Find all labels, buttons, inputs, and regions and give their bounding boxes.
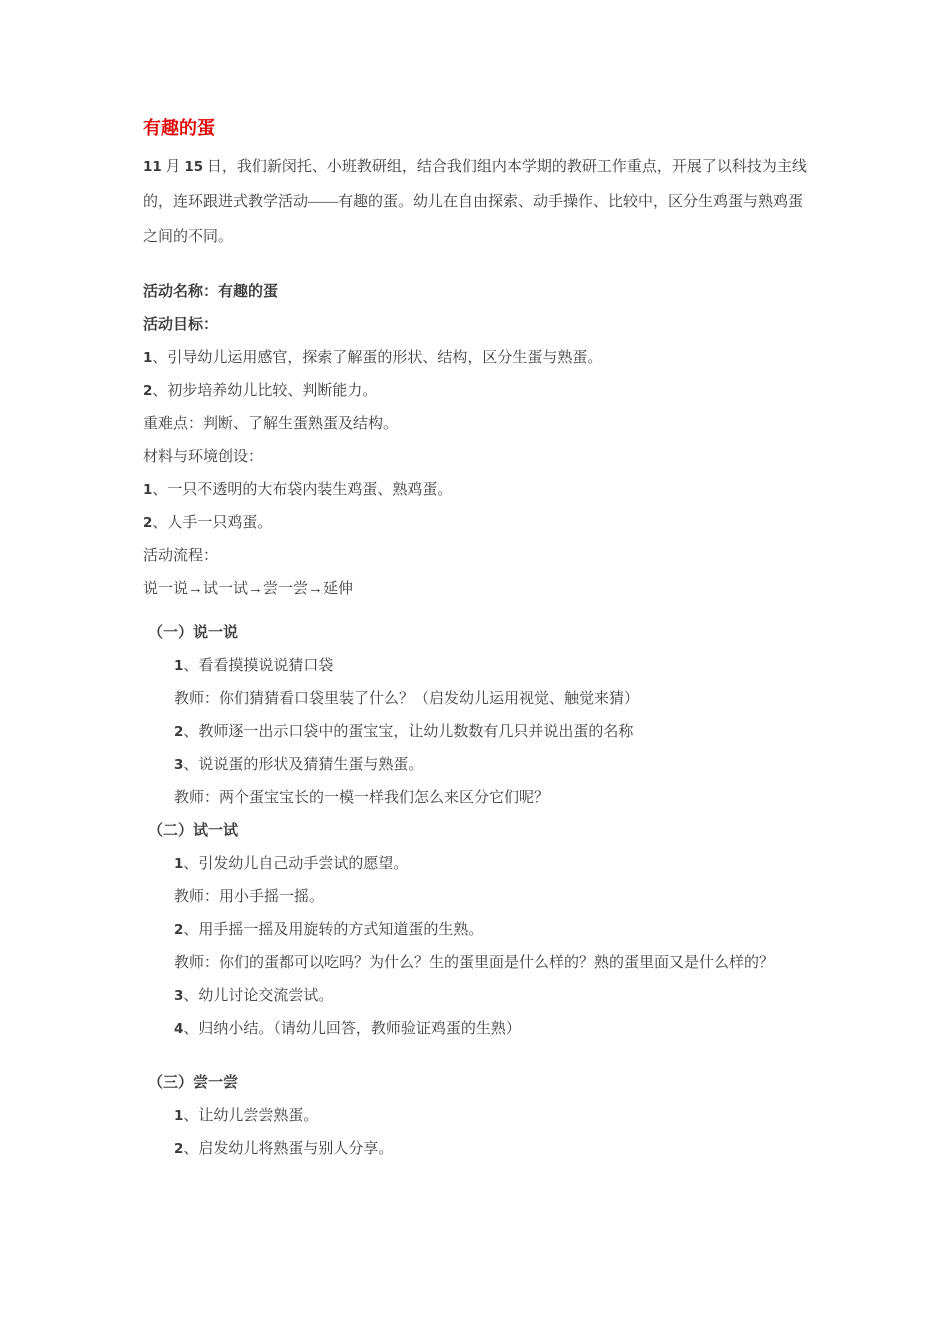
section-chang-yi-chang	[143, 1073, 807, 1159]
section-1-line-2: 教师：你们猜猜看口袋里装了什么？（启发幼儿运用视觉、触觉来猜）	[174, 691, 640, 707]
activity-name-line: 活动名称：有趣的蛋	[143, 284, 279, 300]
goal-item-1: 1、引导幼儿运用感官，探索了解蛋的形状、结构，区分生蛋与熟蛋。	[143, 350, 603, 366]
section-3-line-1: 1、让幼儿尝尝熟蛋。	[174, 1108, 319, 1124]
intro-paragraph: 11 月 15 日，我们新闵托、小班教研组，结合我们组内本学期的教研工作重点，开展了以科技为主线的，连环跟进式教学活动——有趣的蛋。幼儿在自由探索、动手操作、比较中，区分生鸡蛋与熟鸡蛋之间的不同。	[143, 159, 807, 245]
section-3-heading: （三）尝一尝	[148, 1075, 239, 1091]
key-points-line: 重难点：判断、了解生蛋熟蛋及结构。	[143, 416, 399, 432]
materials-label: 材料与环境创设：	[143, 449, 264, 465]
section-2-line-5: 3、幼儿讨论交流尝试。	[174, 988, 334, 1004]
material-item-2: 2、人手一只鸡蛋。	[143, 515, 273, 531]
section-2-line-2: 教师：用小手摇一摇。	[174, 889, 325, 905]
section-2-line-1: 1、引发幼儿自己动手尝试的愿望。	[174, 856, 409, 872]
section-2-heading: （二）试一试	[148, 823, 239, 839]
section-2-line-6: 4、归纳小结。（请幼儿回答，教师验证鸡蛋的生熟）	[174, 1021, 521, 1037]
section-2-line-3: 2、用手摇一摇及用旋转的方式知道蛋的生熟。	[174, 922, 484, 938]
doc-title: 有趣的蛋	[143, 118, 215, 138]
material-item-1: 1、一只不透明的大布袋内装生鸡蛋、熟鸡蛋。	[143, 482, 453, 498]
meta-block	[143, 282, 807, 599]
section-shuo-yi-shuo	[143, 623, 807, 808]
section-1-line-1: 1、看看摸摸说说猜口袋	[174, 658, 334, 674]
section-1-line-3: 2、教师逐一出示口袋中的蛋宝宝，让幼儿数数有几只并说出蛋的名称	[174, 724, 634, 740]
goals-label: 活动目标：	[143, 317, 219, 333]
flow-label: 活动流程：	[143, 548, 219, 564]
section-3-line-2: 2、启发幼儿将熟蛋与别人分享。	[174, 1141, 394, 1157]
goal-item-2: 2、初步培养幼儿比较、判断能力。	[143, 383, 378, 399]
flow-sequence: 说一说→试一试→尝一尝→延伸	[143, 581, 354, 597]
section-1-line-4: 3、说说蛋的形状及猜猜生蛋与熟蛋。	[174, 757, 424, 773]
section-1-heading: （一）说一说	[148, 625, 239, 641]
section-2-line-4: 教师：你们的蛋都可以吃吗？为什么？生的蛋里面是什么样的？熟的蛋里面又是什么样的？	[174, 955, 775, 971]
section-1-line-5: 教师：两个蛋宝宝长的一模一样我们怎么来区分它们呢？	[174, 790, 550, 806]
section-shi-yi-shi	[143, 821, 807, 1039]
